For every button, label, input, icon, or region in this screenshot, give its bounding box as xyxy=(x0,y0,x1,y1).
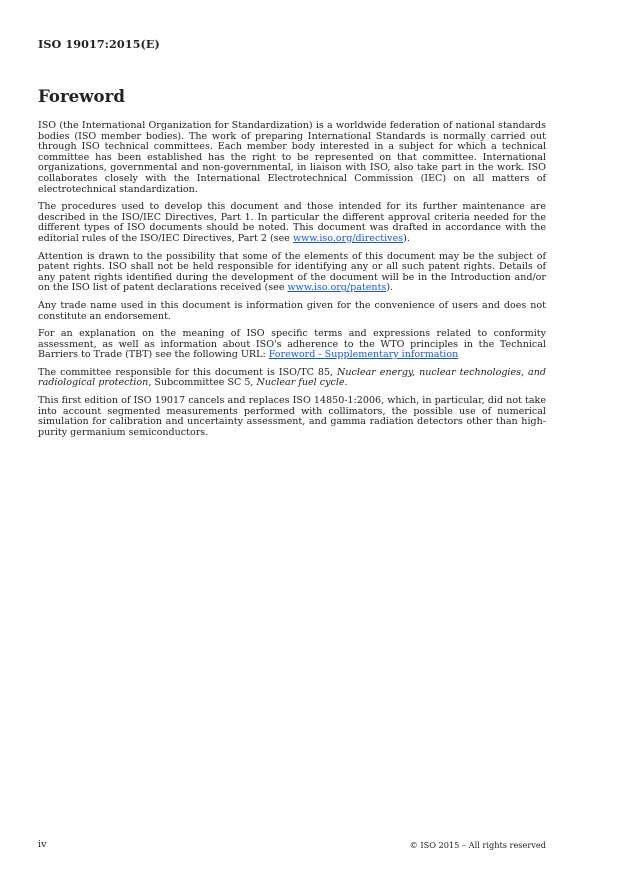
paragraph-committee-end: . xyxy=(344,377,348,389)
page-number: iv xyxy=(38,839,47,850)
paragraph-patents-text: Attention is drawn to the possibility that some of the elements of this document may be the subject of patent rights. ISO shall not be held responsible for identifying any or all such patent rights. Details of any patent rights identified during the development of the document will be in the Introduction and/or on the ISO list of patent declarations received (see xyxy=(38,250,546,294)
page-title: Foreword xyxy=(38,86,125,106)
paragraph-procedures xyxy=(38,202,546,244)
paragraph-committee-text: The committee responsible for this document is ISO/TC 85, xyxy=(38,366,338,378)
paragraph-procedures-end: ). xyxy=(403,232,410,244)
copyright-notice: © ISO 2015 – All rights reserved xyxy=(409,840,546,850)
paragraph-edition: This first edition of ISO 19017 cancels and replaces ISO 14850-1:2006, which, in particular, did not take into account segmented measurements performed with collimators, the possible use of numerical simulation for calibration and uncertainty assessment, and gamma radiation detectors other than high-purity germanium semiconductors. xyxy=(38,395,546,438)
paragraph-trade-name: Any trade name used in this document is information given for the convenience of users and does not constitute an endorsement. xyxy=(38,299,546,322)
paragraph-procedures-text: The procedures used to develop this document and those intended for its further maintenance are described in the ISO/IEC Directives, Part 1. In particular the different approval criteria needed for the different types of ISO documents should be noted. This document was drafted in accordance with the editorial rules of the ISO/IEC Directives, Part 2 (see xyxy=(38,201,546,244)
paragraph-conformity xyxy=(38,329,546,361)
document-id: ISO 19017:2015(E) xyxy=(38,37,160,51)
supplementary-info-link[interactable]: Foreword - Supplementary information xyxy=(268,349,459,361)
paragraph-conformity-text: For an explanation on the meaning of ISO specific terms and expressions related to conformity assessment, as well as information about ISO's adherence to the WTO principles in the Technical Barriers to Trade (TBT) see the following URL: xyxy=(38,328,546,361)
directives-link[interactable]: www.iso.org/directives xyxy=(292,232,404,244)
paragraph-committee xyxy=(38,368,546,389)
committee-tc-name: Nuclear energy, nuclear technologies, and radiological protection xyxy=(38,366,546,389)
paragraph-iso-intro: ISO (the International Organization for Standardization) is a worldwide federation of national standards bodies (ISO member bodies). The work of preparing International Standards is normally carried out through ISO technical committees. Each member body interested in a subject for which a technical committee has been established has the right to be represented on that committee. International organizations, governmental and non-governmental, in liaison with ISO, also take part in the work. ISO collaborates closely with the International Electrotechnical Commission (IEC) on all matters of electrotechnical standardization. xyxy=(38,120,546,195)
foreword-body xyxy=(38,121,546,445)
subcommittee-name: Nuclear fuel cycle xyxy=(256,377,345,389)
paragraph-patents xyxy=(38,252,546,294)
patents-link[interactable]: www.iso.org/patents xyxy=(287,282,387,294)
paragraph-patents-end: ). xyxy=(386,282,394,294)
paragraph-committee-mid: , Subcommittee SC 5, xyxy=(148,377,257,389)
